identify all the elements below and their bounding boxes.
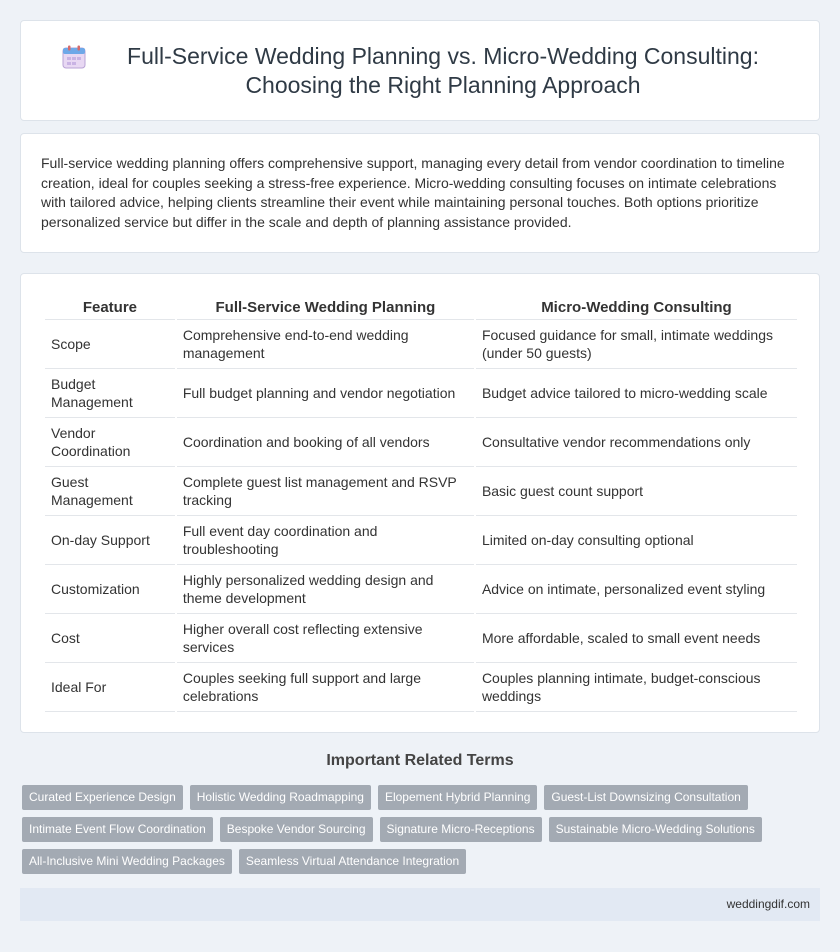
table-row	[45, 663, 797, 712]
related-term-tag[interactable]: Guest-List Downsizing Consultation	[544, 785, 747, 810]
feature-cell: Budget Management	[45, 369, 175, 418]
header-micro-wedding: Micro-Wedding Consulting	[476, 296, 797, 320]
micro-wedding-cell: Focused guidance for small, intimate weddings (under 50 guests)	[476, 320, 797, 369]
micro-wedding-cell: Advice on intimate, personalized event styling	[476, 565, 797, 614]
related-term-tag[interactable]: Holistic Wedding Roadmapping	[190, 785, 371, 810]
feature-cell: On-day Support	[45, 516, 175, 565]
related-term-tag[interactable]: Elopement Hybrid Planning	[378, 785, 537, 810]
page-title: Full-Service Wedding Planning vs. Micro-Wedding Consulting: Choosing the Right Planning Approach	[127, 42, 759, 98]
related-terms-list	[22, 785, 822, 881]
table-row	[45, 467, 797, 516]
related-term-tag[interactable]: Signature Micro-Receptions	[380, 817, 542, 842]
related-term-tag[interactable]: Intimate Event Flow Coordination	[22, 817, 213, 842]
full-service-cell: Highly personalized wedding design and theme development	[177, 565, 474, 614]
footer-site-link[interactable]: weddingdif.com	[726, 897, 810, 911]
full-service-cell: Full budget planning and vendor negotiation	[177, 369, 474, 418]
feature-cell: Customization	[45, 565, 175, 614]
feature-cell: Cost	[45, 614, 175, 663]
table-header-row	[45, 296, 797, 320]
related-term-tag[interactable]: Curated Experience Design	[22, 785, 183, 810]
header-feature: Feature	[45, 296, 175, 320]
header-full-service: Full-Service Wedding Planning	[177, 296, 474, 320]
full-service-cell: Higher overall cost reflecting extensive services	[177, 614, 474, 663]
table-row	[45, 320, 797, 369]
micro-wedding-cell: More affordable, scaled to small event needs	[476, 614, 797, 663]
related-term-tag[interactable]: Bespoke Vendor Sourcing	[220, 817, 373, 842]
full-service-cell: Couples seeking full support and large celebrations	[177, 663, 474, 712]
footer	[20, 888, 820, 921]
table-row	[45, 369, 797, 418]
micro-wedding-cell: Consultative vendor recommendations only	[476, 418, 797, 467]
comparison-table	[43, 296, 799, 712]
feature-cell: Guest Management	[45, 467, 175, 516]
related-term-tag[interactable]: All-Inclusive Mini Wedding Packages	[22, 849, 232, 874]
feature-cell: Vendor Coordination	[45, 418, 175, 467]
related-terms-heading: Important Related Terms	[326, 752, 514, 769]
micro-wedding-cell: Budget advice tailored to micro-wedding scale	[476, 369, 797, 418]
calendar-icon	[61, 44, 87, 70]
comparison-table-card	[20, 273, 820, 733]
intro-card	[20, 133, 820, 253]
feature-cell: Scope	[45, 320, 175, 369]
feature-cell: Ideal For	[45, 663, 175, 712]
table-row	[45, 418, 797, 467]
micro-wedding-cell: Basic guest count support	[476, 467, 797, 516]
table-row	[45, 614, 797, 663]
micro-wedding-cell: Couples planning intimate, budget-conscious weddings	[476, 663, 797, 712]
related-term-tag[interactable]: Seamless Virtual Attendance Integration	[239, 849, 466, 874]
full-service-cell: Coordination and booking of all vendors	[177, 418, 474, 467]
micro-wedding-cell: Limited on-day consulting optional	[476, 516, 797, 565]
full-service-cell: Complete guest list management and RSVP tracking	[177, 467, 474, 516]
title-card	[20, 20, 820, 121]
full-service-cell: Comprehensive end-to-end wedding management	[177, 320, 474, 369]
table-row	[45, 565, 797, 614]
full-service-cell: Full event day coordination and troubleshooting	[177, 516, 474, 565]
related-term-tag[interactable]: Sustainable Micro-Wedding Solutions	[549, 817, 762, 842]
intro-paragraph: Full-service wedding planning offers comprehensive support, managing every detail from vendor coordination to timeline creation, ideal for couples seeking a stress-free experience. Micro-wedding consulting focuses on intimate celebrations with tailored advice, helping clients streamline their event while maintaining personal touches. Both options prioritize personalized service but differ in the scale and depth of planning assistance provided.	[41, 155, 785, 230]
table-row	[45, 516, 797, 565]
